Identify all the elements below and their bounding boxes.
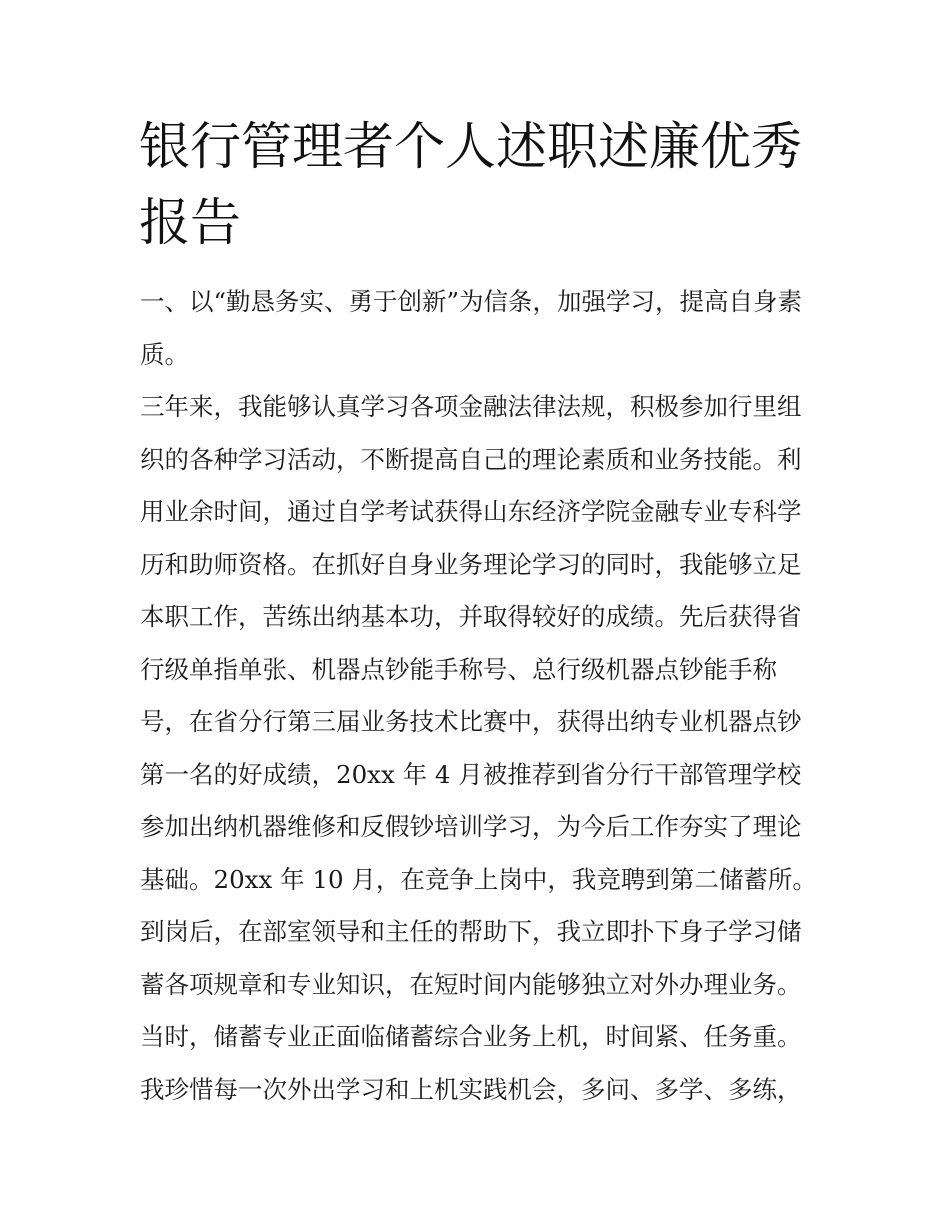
body-line: 一、以“勤恳务实、勇于创新”为信条，加强学习，提高自身素 bbox=[140, 287, 803, 316]
body-line: 号，在省分行第三届业务技术比赛中，获得出纳专业机器点钞 bbox=[140, 707, 802, 736]
body-line: 到岗后，在部室领导和主任的帮助下，我立即扑下身子学习储 bbox=[140, 917, 802, 946]
body-line: 第一名的好成绩，20xx 年 4 月被推荐到省分行干部管理学校 bbox=[140, 759, 802, 789]
body-line: 历和助师资格。在抓好自身业务理论学习的同时，我能够立足 bbox=[140, 549, 802, 579]
body-line: 织的各种学习活动，不断提高自己的理论素质和业务技能。利 bbox=[140, 444, 802, 474]
body-line: 我珍惜每一次外出学习和上机实践机会，多问、多学、多练， bbox=[140, 1074, 802, 1104]
body-line: 本职工作，苦练出纳基本功，并取得较好的成绩。先后获得省 bbox=[140, 602, 802, 631]
document-body bbox=[140, 276, 830, 1116]
body-line: 三年来，我能够认真学习各项金融法律法规，积极参加行里组 bbox=[140, 392, 802, 421]
title-line: 银行管理者个人述职述廉优秀 bbox=[139, 118, 803, 177]
body-line: 行级单指单张、机器点钞能手称号、总行级机器点钞能手称 bbox=[140, 654, 777, 684]
body-line: 质。 bbox=[140, 339, 189, 369]
body-line: 参加出纳机器维修和反假钞培训学习，为今后工作夯实了理论 bbox=[140, 812, 802, 841]
body-line: 蓄各项规章和专业知识，在短时间内能够独立对外办理业务。 bbox=[140, 969, 802, 999]
document-title bbox=[139, 110, 819, 262]
title-line: 报告 bbox=[139, 194, 242, 253]
body-line: 当时，储蓄专业正面临储蓄综合业务上机，时间紧、任务重。 bbox=[140, 1022, 802, 1051]
body-line: 基础。20xx 年 10 月，在竞争上岗中，我竞聘到第二储蓄所。 bbox=[140, 864, 817, 894]
body-line: 用业余时间，通过自学考试获得山东经济学院金融专业专科学 bbox=[140, 497, 802, 526]
